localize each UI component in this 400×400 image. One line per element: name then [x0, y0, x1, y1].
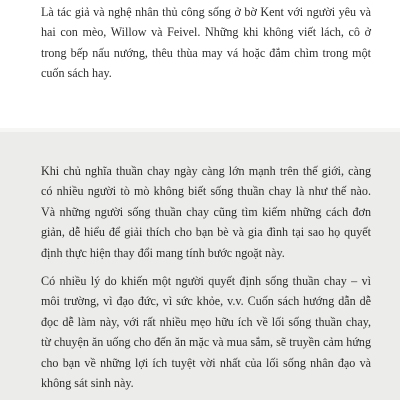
author-bio-section	[0, 0, 400, 128]
author-bio-text: Là tác giả và nghệ nhân thủ công sống ở bờ Kent với người yêu và hai con mèo, Willow và Feivel. Những khi không viết lách, cô ở trong bếp nấu nướng, thêu thùa may vá hoặc đắm chìm trong một cuốn sách hay.	[41, 5, 371, 81]
book-description-section	[0, 132, 400, 400]
description-paragraph: Khi chủ nghĩa thuần chay ngày càng lớn mạnh trên thế giới, càng có nhiều người tò mò không biết sống thuần chay là như thế nào. Và những người sống thuần chay cũng tìm kiếm những cách đơn giản, dễ hiểu để giải thích cho bạn bè và gia đình tại sao họ quyết định thực hiện thay đổi mang tính bước ngoặt này.	[41, 164, 371, 260]
description-paragraph: Có nhiều lý do khiến một người quyết định sống thuần chay – vì môi trường, vì đạo đức, vì sức khỏe, v.v. Cuốn sách hướng dẫn dễ đọc dễ làm này, với rất nhiều mẹo hữu ích về lối sống thuần chay, từ chuyện ăn uống cho đến ăn mặc và mua sắm, sẽ truyền cảm hứng cho bạn về những lợi ích tuyệt vời nhất của lối sống nhân đạo và không sát sinh này.	[41, 274, 371, 391]
